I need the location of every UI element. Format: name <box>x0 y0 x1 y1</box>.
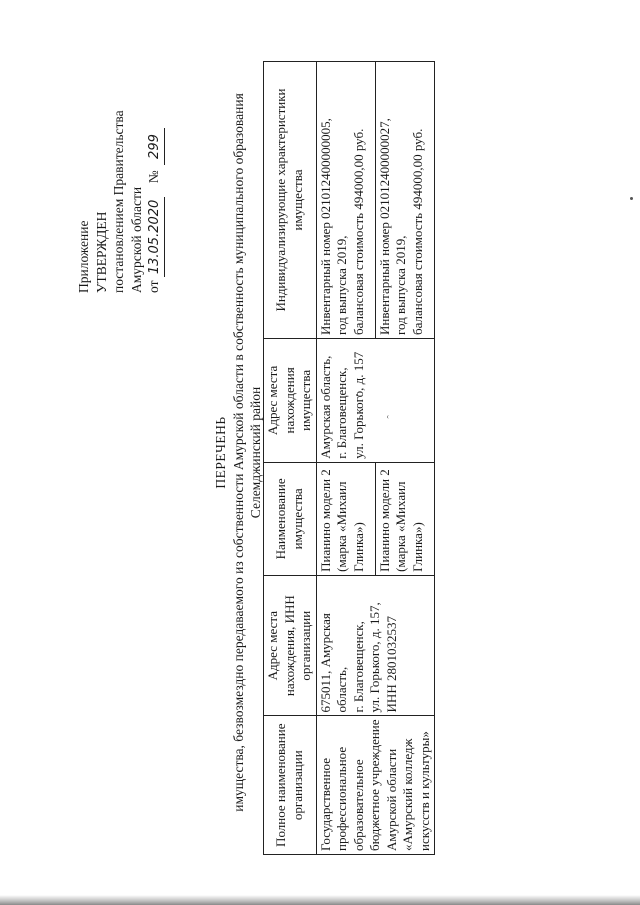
header-item-name: Наименование имущества <box>264 462 317 575</box>
property-list-table <box>263 61 435 855</box>
cell-line: «Амурский колледж <box>400 738 415 851</box>
municipality-name: Селемджинский район <box>248 386 263 519</box>
item-characteristics-cell <box>316 62 375 339</box>
cell-line: (марка «Михаил <box>334 481 349 572</box>
cell-line: ИНН 2801032537 <box>383 616 399 713</box>
table-header-row <box>264 62 317 855</box>
cell-line: образовательное <box>350 759 366 851</box>
cell-line: профессиональное <box>334 746 349 851</box>
document-heading: ПЕРЕЧЕНЬ <box>213 416 228 489</box>
approval-stamp-block <box>75 13 165 293</box>
cell-line: 675011, Амурская <box>317 613 333 713</box>
cell-line: Амурской области <box>383 748 399 851</box>
org-address-cell <box>316 575 435 716</box>
item-address-cell <box>316 339 435 463</box>
cell-line: Инвентарный номер 021012400000027, <box>376 118 392 336</box>
cell-line: ул. Горького, д. 157 <box>350 351 366 459</box>
date-prefix: от <box>146 280 161 293</box>
handwritten-number: 299 <box>146 128 165 165</box>
header-item-address: Адрес места нахождения имущества <box>264 339 317 463</box>
cell-line: год выпуска 2019, <box>334 235 349 336</box>
cell-line: Глинка») <box>350 522 366 572</box>
cell-line: область, <box>334 666 349 713</box>
item-name-cell <box>316 462 375 575</box>
org-name-cell <box>316 716 435 855</box>
header-org-address: Адрес места нахождения, ИНН организации <box>264 575 317 716</box>
cell-line: Амурская область, <box>317 355 333 459</box>
resolution-label: постановлением Правительства <box>111 110 126 293</box>
cell-line: г. Благовещенск, <box>350 621 366 713</box>
header-item-characteristics: Индивидуализирующие характеристики имущества <box>264 62 317 339</box>
document-subtitle: имущества, безвозмездно передаваемого из собственности Амурской области в собственность муниципального образования <box>231 93 246 812</box>
cell-line: балансовая стоимость 494000,00 руб. <box>409 128 425 336</box>
cell-line: (марка «Михаил <box>393 481 409 572</box>
appendix-label: Приложение <box>76 220 91 293</box>
approved-label: УТВЕРЖДЕН <box>93 211 109 293</box>
region-label: Амурской области <box>128 186 144 293</box>
number-prefix: № <box>146 170 161 184</box>
date-number-line <box>145 13 165 293</box>
cell-line: Инвентарный номер 021012400000005, <box>317 118 333 336</box>
cell-line: ул. Горького, д. 157, <box>367 602 382 713</box>
cell-line: г. Благовещенск, <box>334 367 349 459</box>
table-row <box>316 62 375 855</box>
header-org-name: Полное наименование организации <box>264 716 317 855</box>
cell-line: Глинка») <box>409 522 425 572</box>
faint-pen-mark: ꞈ <box>377 415 389 419</box>
cell-line: искусств и культуры» <box>416 731 432 851</box>
item-name-cell <box>375 462 434 575</box>
item-characteristics-cell <box>375 62 434 339</box>
document-title-block <box>212 0 264 905</box>
cell-line: Государственное <box>317 758 333 851</box>
cell-line: Пианино модели 2 <box>317 469 333 572</box>
cell-line: бюджетное учреждение <box>367 719 382 851</box>
cell-line: год выпуска 2019, <box>393 235 409 336</box>
handwritten-date: 13.05.2020 <box>146 197 165 277</box>
cell-line: балансовая стоимость 494000,00 руб. <box>350 128 366 336</box>
cell-line: Пианино модели 2 <box>376 469 392 572</box>
